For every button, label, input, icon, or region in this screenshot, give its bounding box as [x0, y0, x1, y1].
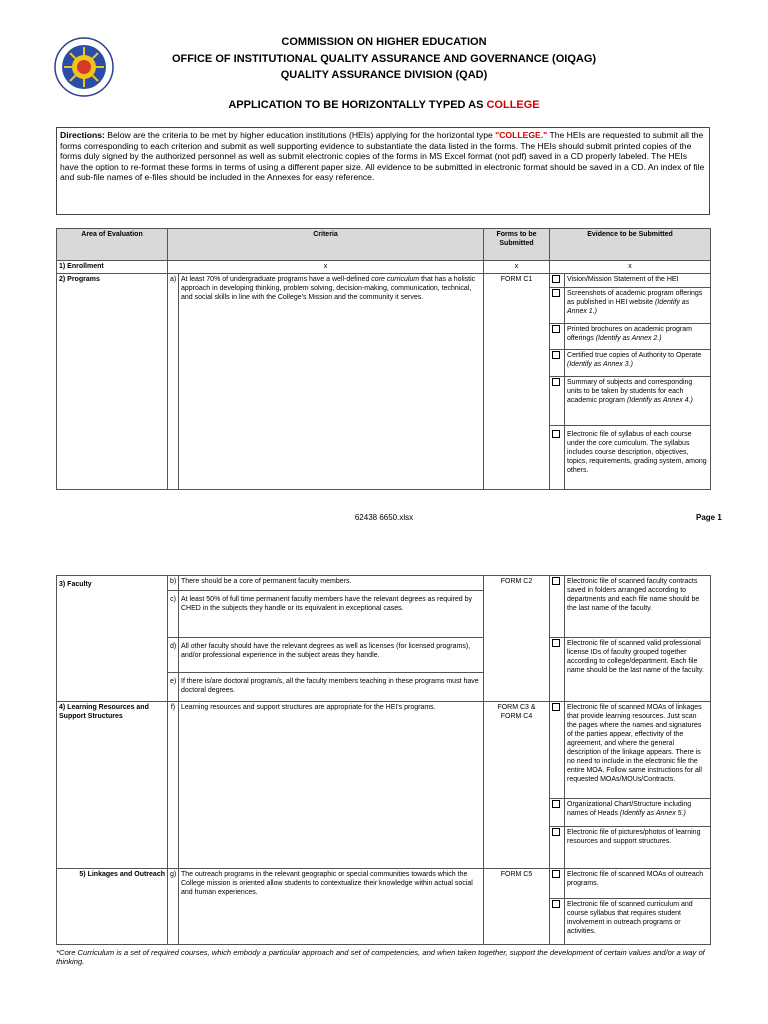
checkbox-icon: [552, 325, 560, 333]
table-row: [57, 702, 711, 799]
file-name-footer: 62438 6650.xlsx: [354, 513, 414, 522]
checkbox-icon: [552, 828, 560, 836]
learning-evidence-2: Organizational Chart/Structure including names of Heads (Identify as Annex 5.): [565, 799, 711, 827]
programs-criterion: At least 70% of undergraduate programs have a well-defined core curriculum that has a holistic approach in developing thinking, problem solving, decision-making, communication, technical, and social skills in line with the College's Mission and the community it serves.: [179, 274, 484, 490]
table-row: [57, 576, 711, 591]
criteria-table-page-1: [56, 228, 711, 490]
programs-evidence-6: Electronic file of syllabus of each course under the core curriculum. The syllabus includes course description, objectives, topics, requirements, grading system, among others.: [565, 426, 711, 490]
criterion-letter: b): [168, 576, 179, 591]
table-header-row: [57, 229, 711, 261]
programs-form: FORM C1: [484, 274, 550, 490]
learning-evidence-1: Electronic file of scanned MOAs of linkages that provide learning resources. Just scan the pages where the names and signatures of the parties appear, effectivity of the agreement, and where the general description of the linkage appears. There is no need to include in the electronic file the entire MOA. Follow same instructions for all requested MOAs/MOUs/Contracts.: [565, 702, 711, 799]
checkbox-icon: [552, 639, 560, 647]
criterion-letter: c): [168, 591, 179, 638]
application-title: APPLICATION TO BE HORIZONTALLY TYPED AS COLLEGE: [228, 99, 540, 111]
forms-header: Forms to be Submitted: [484, 229, 550, 261]
evidence-checkbox[interactable]: [550, 702, 565, 799]
checkbox-icon: [552, 703, 560, 711]
header-line-3: QUALITY ASSURANCE DIVISION (QAD): [280, 69, 488, 81]
evidence-checkbox[interactable]: [550, 426, 565, 490]
evidence-checkbox[interactable]: [550, 377, 565, 426]
evidence-checkbox[interactable]: [550, 827, 565, 869]
criterion-letter: g): [168, 869, 179, 945]
faculty-area: 3) Faculty: [57, 576, 168, 702]
criterion-letter: d): [168, 638, 179, 673]
checkbox-icon: [552, 900, 560, 908]
programs-evidence-1: Vision/Mission Statement of the HEI: [565, 274, 711, 288]
learning-forms: FORM C3 & FORM C4: [484, 702, 550, 869]
enrollment-evidence-x: x: [550, 261, 711, 274]
criteria-header: Criteria: [168, 229, 484, 261]
faculty-form: FORM C2: [484, 576, 550, 702]
checkbox-icon: [552, 351, 560, 359]
linkages-evidence-2: Electronic file of scanned curriculum and course syllabus that requires student involvement in outreach programs or activities.: [565, 899, 711, 945]
learning-criterion-f: Learning resources and support structures are appropriate for the HEI's programs.: [179, 702, 484, 869]
evidence-checkbox[interactable]: [550, 576, 565, 638]
linkages-form: FORM C5: [484, 869, 550, 945]
enrollment-area: 1) Enrollment: [57, 261, 168, 274]
evidence-checkbox[interactable]: [550, 288, 565, 324]
linkages-evidence-1: Electronic file of scanned MOAs of outreach programs.: [565, 869, 711, 899]
programs-area: 2) Programs: [57, 274, 168, 490]
checkbox-icon: [552, 430, 560, 438]
evidence-checkbox[interactable]: [550, 274, 565, 288]
table-row: [57, 261, 711, 274]
faculty-evidence-2: Electronic file of scanned valid professional license IDs of faculty grouped together according to college/department. Each file name should be the last name of the faculty.: [565, 638, 711, 702]
evidence-checkbox[interactable]: [550, 899, 565, 945]
area-of-evaluation-header: Area of Evaluation: [57, 229, 168, 261]
programs-evidence-2: Screenshots of academic program offerings as published in HEI website (Identify as Annex 1.): [565, 288, 711, 324]
evidence-checkbox[interactable]: [550, 638, 565, 702]
checkbox-icon: [552, 870, 560, 878]
criterion-letter: e): [168, 673, 179, 702]
page-number: Page 1: [696, 513, 722, 522]
evidence-checkbox[interactable]: [550, 350, 565, 377]
header-line-1: COMMISSION ON HIGHER EDUCATION: [281, 36, 487, 48]
criteria-table-page-2: [56, 575, 711, 945]
enrollment-criteria-x: x: [168, 261, 484, 274]
faculty-criterion-d: All other faculty should have the relevant degrees as well as licenses (for licensed programs), and/or professional experience in the subject areas they handle.: [179, 638, 484, 673]
programs-evidence-5: Summary of subjects and corresponding units to be taken by students for each academic program (Identify as Annex 4.): [565, 377, 711, 426]
linkages-area: 5) Linkages and Outreach: [57, 869, 168, 945]
faculty-criterion-e: If there is/are doctoral program/s, all the faculty members teaching in these programs must have doctoral degrees.: [179, 673, 484, 702]
faculty-criterion-c: At least 50% of full time permanent faculty members have the relevant degrees as required by CHED in the subjects they handle or its equivalent in exceptional cases.: [179, 591, 484, 638]
criterion-letter: f): [168, 702, 179, 869]
learning-evidence-3: Electronic file of pictures/photos of learning resources and support structures.: [565, 827, 711, 869]
enrollment-forms-x: x: [484, 261, 550, 274]
evidence-checkbox[interactable]: [550, 799, 565, 827]
faculty-criterion-b: There should be a core of permanent faculty members.: [179, 576, 484, 591]
core-curriculum-footnote: *Core Curriculum is a set of required courses, which embody a particular approach and set of competencies, and when taken together, support the development of certain values and/or a way of thinking.: [56, 948, 705, 966]
evidence-checkbox[interactable]: [550, 869, 565, 899]
checkbox-icon: [552, 800, 560, 808]
evidence-checkbox[interactable]: [550, 324, 565, 350]
learning-resources-area: 4) Learning Resources and Support Structures: [57, 702, 168, 869]
criterion-letter: a): [168, 274, 179, 490]
checkbox-icon: [552, 275, 560, 283]
header-line-2: OFFICE OF INSTITUTIONAL QUALITY ASSURANCE AND GOVERNANCE (OIQAG): [171, 53, 597, 65]
table-row: [57, 869, 711, 899]
directions-box: Directions: Below are the criteria to be met by higher education institutions (HEIs) applying for the horizontal type "COLLEGE." The HEIs are requested to submit all the forms corresponding to each criterion and submit as well supporting evidence to substantiate the data listed in the forms. The HEIs should submit printed copies of the forms duly signed by the authorized personnel as well as submit electronic copies of the forms in MS Excel format (not pdf) saved in a CD properly labeled. The HEIs have the option to re-format these forms in terms of using a different paper size. All evidence to be submitted in electronic format should be saved in a CD. An index of file and sub-file names of e-files should be included in the Annexes for easy reference.: [56, 127, 710, 215]
checkbox-icon: [552, 577, 560, 585]
programs-evidence-3: Printed brochures on academic program offerings (Identify as Annex 2.): [565, 324, 711, 350]
checkbox-icon: [552, 378, 560, 386]
faculty-evidence-1: Electronic file of scanned faculty contracts saved in folders arranged according to departments and each file name should be the last name of the faculty.: [565, 576, 711, 638]
checkbox-icon: [552, 289, 560, 297]
programs-evidence-4: Certified true copies of Authority to Operate (Identify as Annex 3.): [565, 350, 711, 377]
evidence-header: Evidence to be Submitted: [550, 229, 711, 261]
linkages-criterion-g: The outreach programs in the relevant geographic or special communities towards which the College mission is oriented allow students to contextualize their knowledge within actual social and human experiences.: [179, 869, 484, 945]
table-row: [57, 274, 711, 288]
